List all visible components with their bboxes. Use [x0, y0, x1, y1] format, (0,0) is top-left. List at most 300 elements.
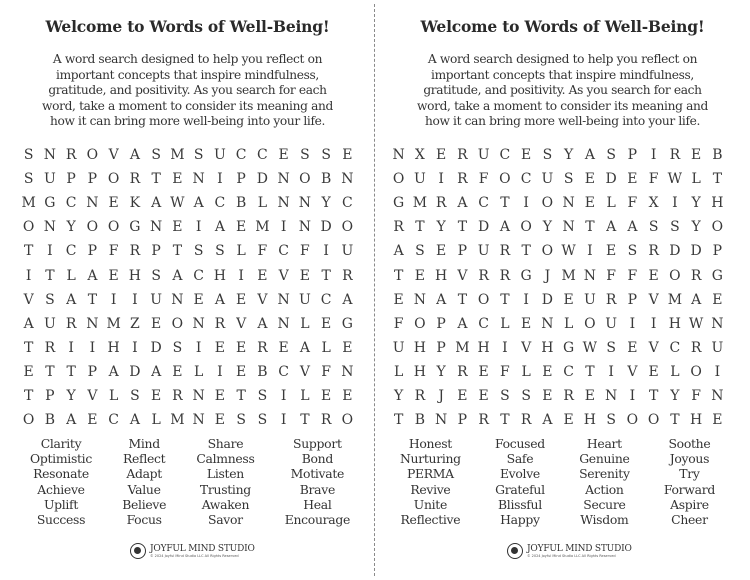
grid-row [18, 215, 358, 239]
grid-letter: H [583, 412, 596, 429]
grid-letter: O [690, 363, 702, 380]
grid-letter: O [392, 171, 405, 188]
grid-letter: R [65, 147, 77, 164]
grid-letter: T [457, 219, 468, 236]
grid-letter: W [561, 243, 576, 260]
search-word: Clarity [40, 436, 82, 451]
grid-letter: H [213, 267, 226, 284]
grid-letter: Y [564, 147, 574, 164]
grid-row [388, 288, 728, 312]
grid-letter: I [195, 339, 202, 356]
grid-letter: O [626, 412, 639, 429]
grid-letter: E [691, 147, 702, 164]
search-word: Achieve [37, 481, 85, 497]
grid-letter: S [151, 267, 161, 284]
search-word: Nurturing [400, 451, 461, 467]
grid-letter: E [627, 171, 638, 188]
grid-letter: I [523, 291, 529, 308]
grid-letter: A [457, 195, 468, 212]
grid-letter: I [502, 339, 508, 356]
grid-letter: D [690, 243, 702, 260]
grid-letter: T [393, 412, 404, 429]
grid-letter: S [648, 219, 659, 236]
grid-letter: P [66, 171, 76, 188]
grid-letter: I [650, 315, 657, 332]
grid-letter: O [541, 195, 554, 212]
grid-letter: U [605, 315, 618, 332]
grid-letter: N [413, 291, 426, 308]
grid-letter: N [605, 387, 618, 404]
grid-letter: A [172, 267, 183, 284]
grid-letter: S [130, 387, 140, 404]
grid-letter: F [321, 363, 331, 380]
grid-letter: U [213, 147, 226, 164]
search-word: Cheer [671, 512, 708, 528]
grid-letter: H [668, 315, 681, 332]
grid-row [388, 143, 728, 167]
grid-row [388, 312, 728, 336]
grid-letter: H [413, 363, 426, 380]
search-word: Unite [413, 496, 447, 512]
grid-letter: A [151, 195, 162, 212]
grid-letter: R [690, 267, 702, 284]
word-column [664, 436, 715, 527]
grid-row [18, 384, 358, 408]
grid-letter: V [627, 363, 638, 380]
search-word: Reflect [122, 451, 166, 467]
grid-letter: T [670, 412, 680, 429]
word-column [196, 436, 254, 527]
grid-letter: P [436, 339, 446, 356]
grid-letter: I [280, 219, 287, 236]
grid-letter: E [236, 363, 247, 380]
search-word: Success [36, 512, 86, 528]
grid-letter: A [193, 195, 204, 212]
grid-letter: E [521, 315, 532, 332]
grid-row [18, 191, 358, 215]
grid-letter: E [457, 387, 468, 404]
search-word: Optimistic [30, 451, 92, 467]
search-word: Reflective [400, 512, 461, 528]
grid-letter: P [87, 243, 98, 260]
grid-letter: Z [130, 315, 140, 332]
grid-letter: Y [66, 387, 76, 404]
grid-letter: H [690, 412, 703, 429]
grid-letter: J [438, 387, 444, 404]
grid-letter: C [108, 412, 119, 429]
grid-letter: L [257, 195, 268, 212]
grid-letter: N [192, 412, 205, 429]
grid-letter: P [436, 315, 446, 332]
grid-letter: A [87, 267, 98, 284]
grid-letter: T [521, 243, 531, 260]
grid-letter: R [520, 412, 532, 429]
grid-letter: L [521, 363, 531, 380]
word-column [400, 436, 461, 527]
grid-letter: A [436, 291, 447, 308]
grid-letter: O [171, 315, 184, 332]
grid-letter: A [393, 243, 404, 260]
grid-letter: I [438, 171, 444, 188]
word-column [285, 436, 350, 527]
grid-letter: S [23, 147, 34, 164]
search-word: Forward [663, 481, 715, 497]
grid-letter: T [321, 267, 331, 284]
grid-letter: G [393, 195, 405, 212]
grid-letter: P [627, 291, 638, 308]
grid-letter: I [132, 339, 138, 356]
grid-letter: A [584, 147, 595, 164]
grid-letter: R [214, 315, 226, 332]
grid-letter: O [107, 219, 120, 236]
grid-letter: O [22, 412, 35, 429]
grid-letter: F [108, 243, 119, 260]
grid-letter: L [670, 363, 680, 380]
grid-letter: U [392, 339, 405, 356]
search-word: Value [127, 481, 161, 497]
grid-letter: E [321, 387, 332, 404]
grid-letter: A [606, 219, 617, 236]
search-word: Honest [408, 436, 452, 451]
grid-letter: M [255, 219, 270, 236]
search-word: Blissful [498, 496, 542, 512]
grid-letter: I [608, 363, 614, 380]
grid-letter: U [298, 291, 311, 308]
grid-letter: O [86, 219, 99, 236]
lotus-logo-icon [130, 543, 146, 559]
grid-letter: R [457, 147, 468, 164]
grid-letter: L [500, 315, 510, 332]
grid-row [18, 239, 358, 263]
search-word: Believe [122, 496, 167, 512]
grid-letter: Y [691, 195, 701, 212]
grid-letter: N [43, 219, 56, 236]
grid-letter: O [541, 243, 554, 260]
grid-letter: I [523, 195, 529, 212]
grid-letter: N [150, 219, 163, 236]
grid-letter: E [151, 315, 162, 332]
grid-letter: R [499, 267, 511, 284]
grid-letter: V [278, 267, 289, 284]
grid-letter: I [629, 387, 636, 404]
grid-letter: L [151, 412, 161, 429]
grid-letter: U [477, 243, 490, 260]
search-word: Savor [208, 512, 243, 528]
grid-letter: O [341, 219, 354, 236]
grid-letter: A [214, 291, 225, 308]
grid-letter: V [299, 363, 310, 380]
grid-letter: D [129, 363, 141, 380]
grid-letter: Y [691, 219, 701, 236]
grid-letter: R [499, 243, 511, 260]
grid-letter: M [106, 315, 121, 332]
grid-letter: C [193, 267, 204, 284]
grid-letter: P [712, 243, 723, 260]
worksheet-title: Welcome to Words of Well-Being! [45, 17, 330, 36]
grid-letter: Y [436, 219, 446, 236]
grid-letter: O [477, 291, 490, 308]
grid-letter: F [648, 171, 659, 188]
grid-letter: T [45, 267, 55, 284]
search-word: Action [585, 481, 624, 497]
grid-row [388, 360, 728, 384]
grid-row [18, 312, 358, 336]
grid-letter: O [86, 147, 99, 164]
grid-letter: E [172, 171, 183, 188]
grid-letter: A [129, 412, 140, 429]
grid-letter: Y [436, 363, 446, 380]
grid-letter: U [43, 171, 56, 188]
grid-letter: B [44, 412, 56, 429]
grid-letter: E [236, 291, 247, 308]
grid-letter: E [563, 412, 574, 429]
grid-letter: B [257, 363, 268, 380]
grid-letter: P [457, 412, 468, 429]
grid-letter: N [86, 195, 99, 212]
grid-letter: P [457, 243, 468, 260]
grid-letter: N [341, 171, 354, 188]
grid-letter: E [342, 387, 353, 404]
grid-letter: U [583, 291, 596, 308]
grid-letter: O [414, 315, 426, 332]
grid-letter: H [711, 195, 724, 212]
grid-letter: H [413, 339, 426, 356]
grid-letter: O [107, 171, 120, 188]
search-word: Revive [410, 481, 451, 497]
grid-letter: E [542, 363, 553, 380]
grid-letter: T [23, 387, 34, 404]
grid-letter: S [193, 243, 204, 260]
grid-letter: L [300, 315, 310, 332]
grid-letter: T [172, 243, 183, 260]
search-word: Adapt [126, 466, 162, 482]
grid-letter: A [23, 315, 34, 332]
grid-letter: S [300, 147, 310, 164]
grid-letter: E [393, 291, 404, 308]
grid-letter: L [691, 171, 701, 188]
grid-letter: N [43, 147, 56, 164]
copyright-text: © 2024 Joyful Mind Studio LLC All Rights Reserved [527, 553, 616, 558]
grid-row [388, 408, 728, 432]
grid-letter: B [712, 147, 723, 164]
grid-letter: S [500, 387, 510, 404]
grid-letter: V [23, 291, 34, 308]
grid-letter: N [583, 267, 596, 284]
search-word: Evolve [499, 466, 540, 482]
grid-letter: I [280, 412, 287, 429]
grid-letter: S [670, 219, 680, 236]
grid-letter: B [320, 171, 332, 188]
grid-letter: F [393, 315, 404, 332]
grid-letter: N [277, 291, 290, 308]
grid-letter: U [150, 291, 163, 308]
grid-letter: E [108, 195, 119, 212]
grid-letter: E [584, 195, 595, 212]
grid-letter: S [257, 412, 268, 429]
grid-letter: O [711, 219, 724, 236]
grid-letter: T [500, 412, 510, 429]
search-word: Brave [299, 481, 335, 497]
grid-letter: R [563, 387, 574, 404]
grid-letter: N [562, 195, 575, 212]
grid-letter: V [87, 387, 98, 404]
grid-letter: S [542, 147, 553, 164]
grid-letter: E [214, 387, 225, 404]
grid-letter: N [192, 171, 205, 188]
grid-letter: E [214, 339, 225, 356]
grid-letter: G [520, 267, 532, 284]
grid-letter: L [300, 387, 310, 404]
grid-letter: T [500, 291, 510, 308]
grid-letter: O [341, 412, 354, 429]
grid-letter: S [23, 171, 34, 188]
grid-letter: I [132, 291, 138, 308]
grid-letter: E [321, 315, 332, 332]
grid-letter: Y [542, 219, 552, 236]
grid-letter: N [541, 315, 554, 332]
search-word: Heal [303, 496, 332, 512]
grid-letter: I [714, 363, 721, 380]
grid-letter: Y [394, 387, 404, 404]
grid-letter: V [648, 339, 659, 356]
grid-letter: N [341, 363, 354, 380]
word-column [30, 436, 92, 527]
grid-letter: M [412, 195, 428, 212]
grid-letter: N [277, 171, 290, 188]
grid-letter: D [605, 171, 617, 188]
grid-letter: X [414, 147, 425, 164]
grid-letter: E [584, 171, 595, 188]
grid-letter: L [393, 363, 404, 380]
grid-letter: N [277, 315, 290, 332]
grid-letter: P [236, 171, 246, 188]
grid-letter: C [520, 171, 532, 188]
grid-letter: R [478, 412, 489, 429]
grid-letter: V [257, 291, 268, 308]
grid-letter: X [648, 195, 659, 212]
search-word: Share [207, 436, 244, 451]
word-list [400, 436, 715, 527]
grid-letter: T [393, 267, 404, 284]
grid-row [388, 239, 728, 263]
search-word: Try [679, 466, 700, 482]
grid-letter: F [500, 363, 510, 380]
grid-letter: R [690, 339, 702, 356]
grid-letter: A [299, 339, 310, 356]
grid-letter: A [499, 219, 510, 236]
grid-row [18, 288, 358, 312]
grid-letter: S [415, 243, 425, 260]
grid-letter: R [44, 339, 56, 356]
grid-letter: E [342, 339, 353, 356]
grid-letter: E [712, 412, 723, 429]
right-worksheet [375, 0, 750, 580]
grid-letter: D [256, 171, 268, 188]
grid-letter: R [129, 171, 141, 188]
grid-letter: C [65, 195, 77, 212]
grid-letter: H [435, 267, 448, 284]
grid-letter: F [627, 267, 638, 284]
grid-letter: R [478, 267, 489, 284]
word-column [495, 436, 545, 527]
grid-letter: R [457, 363, 468, 380]
grid-letter: E [563, 291, 574, 308]
grid-letter: T [300, 412, 310, 429]
grid-row [18, 167, 358, 191]
search-word: Secure [583, 496, 626, 512]
grid-letter: L [606, 195, 616, 212]
grid-letter: D [478, 219, 490, 236]
grid-letter: A [108, 363, 119, 380]
search-word: Wisdom [580, 512, 629, 528]
grid-letter: P [87, 363, 98, 380]
grid-letter: S [606, 339, 616, 356]
grid-letter: S [627, 243, 638, 260]
brand-name: JOYFUL MIND STUDIO [527, 543, 632, 554]
grid-letter: B [414, 412, 426, 429]
grid-letter: I [25, 267, 32, 284]
search-word: Trusting [199, 481, 251, 497]
grid-letter: G [711, 267, 723, 284]
grid-letter: N [435, 412, 448, 429]
grid-letter: E [257, 267, 268, 284]
grid-letter: F [257, 243, 268, 260]
worksheet-intro: A word search designed to help you reflect on important concepts that inspire mindfulness, gratitude, and positivity. As you search for each word, take a moment to consider its meaning and how it can bring more well-being into your life. [42, 52, 333, 128]
grid-letter: C [235, 147, 247, 164]
grid-letter: T [236, 387, 246, 404]
grid-letter: D [150, 339, 162, 356]
grid-letter: A [214, 219, 225, 236]
grid-letter: K [129, 195, 141, 212]
grid-letter: N [562, 219, 575, 236]
grid-letter: N [86, 315, 99, 332]
grid-letter: S [172, 339, 183, 356]
grid-letter: T [585, 219, 595, 236]
search-word: Genuine [579, 451, 630, 467]
grid-letter: T [648, 387, 659, 404]
grid-letter: P [151, 243, 161, 260]
search-word: Calmness [196, 451, 255, 467]
word-list [30, 436, 350, 527]
grid-letter: N [192, 315, 205, 332]
grid-letter: B [235, 195, 247, 212]
grid-letter: M [21, 195, 36, 212]
search-word: Happy [500, 512, 540, 528]
grid-letter: R [393, 219, 404, 236]
grid-letter: E [236, 339, 247, 356]
grid-letter: F [300, 243, 310, 260]
grid-letter: O [299, 171, 311, 188]
grid-letter: E [712, 291, 723, 308]
grid-letter: V [236, 315, 247, 332]
grid-letter: S [606, 412, 616, 429]
grid-letter: V [648, 291, 659, 308]
grid-letter: E [478, 363, 489, 380]
search-word: Serenity [579, 466, 630, 482]
grid-letter: T [66, 363, 76, 380]
search-word: PERMA [406, 466, 454, 482]
grid-letter: E [436, 243, 447, 260]
grid-letter: S [193, 147, 204, 164]
grid-letter: M [170, 412, 185, 429]
grid-letter: E [236, 219, 247, 236]
search-word: Bond [301, 451, 333, 467]
grid-letter: C [669, 339, 681, 356]
grid-letter: C [257, 147, 268, 164]
grid-letter: T [415, 219, 425, 236]
grid-letter: C [278, 363, 289, 380]
search-word: Motivate [290, 466, 345, 482]
